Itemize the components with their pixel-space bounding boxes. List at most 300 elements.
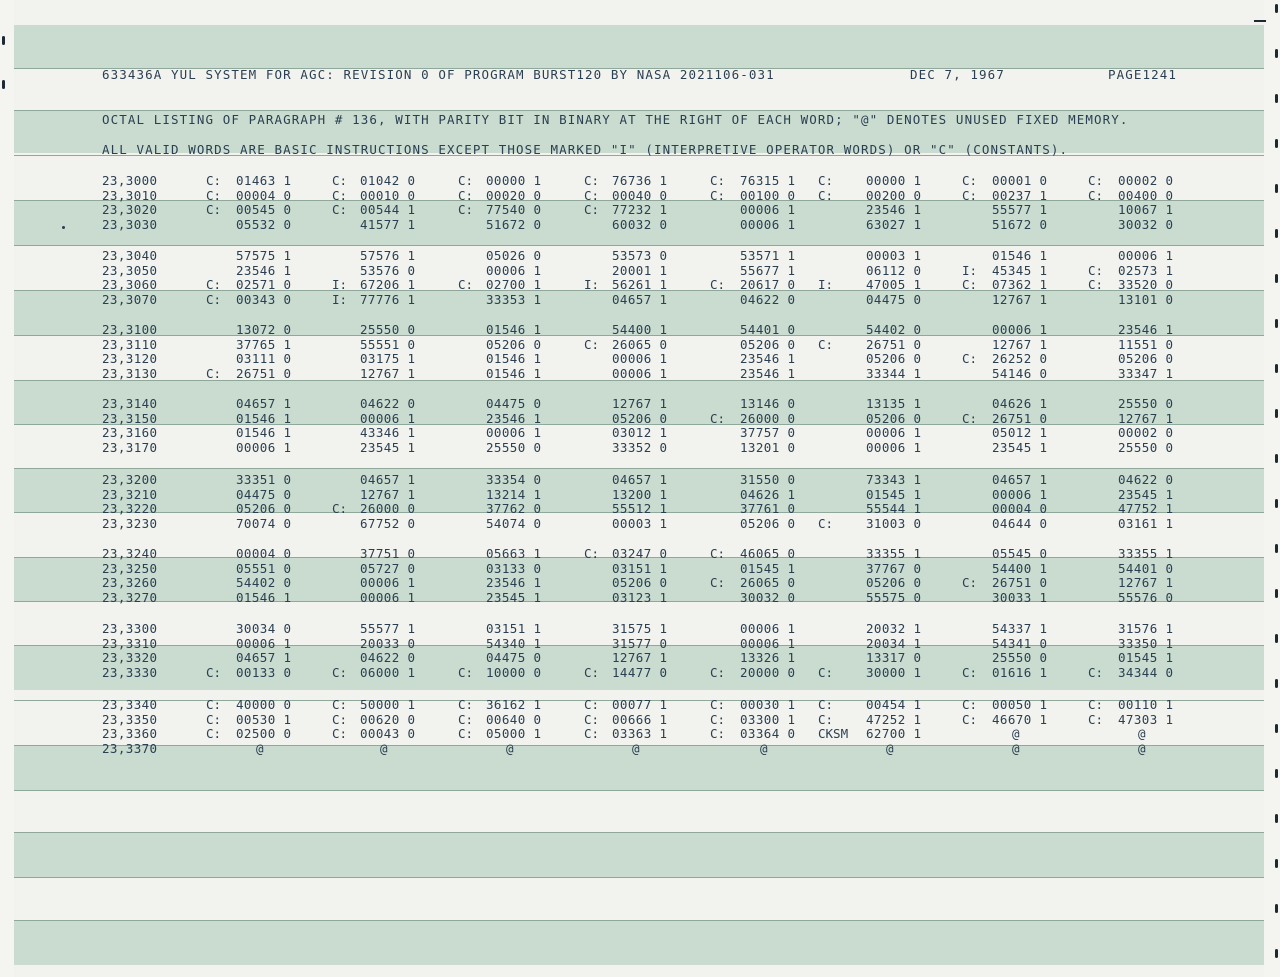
- octal-word: 11551 0: [1118, 336, 1174, 352]
- word-marker: C:: [332, 501, 348, 517]
- address: 23,3240: [102, 546, 158, 561]
- octal-word: 33355 1: [1118, 546, 1174, 561]
- octal-word: 30032 0: [1118, 217, 1174, 233]
- octal-word: 03363 1: [612, 726, 668, 742]
- word-marker: C:: [710, 726, 726, 742]
- word-marker: C:: [962, 187, 978, 203]
- word-marker: C:: [962, 277, 978, 293]
- octal-word: 12767 1: [612, 650, 668, 666]
- octal-word: 12767 1: [360, 366, 416, 382]
- word-marker: C:: [710, 410, 726, 426]
- octal-word: 00004 0: [236, 546, 292, 561]
- octal-word: 05026 0: [486, 248, 542, 263]
- word-marker: C:: [332, 187, 348, 203]
- octal-word: 00620 0: [360, 711, 416, 727]
- octal-word: 23545 1: [992, 440, 1048, 456]
- octal-word: 00006 1: [360, 410, 416, 426]
- word-marker: CKSM: [818, 726, 849, 742]
- octal-word: 00000 1: [486, 173, 542, 188]
- date: DEC 7, 1967: [910, 67, 1005, 82]
- octal-word: 04475 0: [486, 396, 542, 411]
- word-marker: C:: [1088, 277, 1104, 293]
- octal-word: 51672 0: [486, 217, 542, 233]
- listing-row: [0, 621, 1280, 636]
- octal-word: 14477 0: [612, 665, 668, 681]
- address: 23,3060: [102, 277, 158, 293]
- octal-word: 00040 0: [612, 187, 668, 203]
- octal-word: 30032 0: [740, 590, 796, 606]
- tractor-hole: [1275, 94, 1278, 103]
- unused-memory-mark: @: [760, 741, 768, 757]
- rule-line: [14, 790, 1264, 791]
- octal-word: 46065 0: [740, 546, 796, 561]
- word-marker: C:: [458, 277, 474, 293]
- word-marker: C:: [332, 726, 348, 742]
- word-marker: C:: [710, 546, 726, 561]
- octal-word: 03151 1: [486, 621, 542, 636]
- listing-row: [0, 188, 1280, 203]
- unused-memory-mark: @: [1012, 726, 1020, 742]
- octal-word: 01616 1: [992, 665, 1048, 681]
- word-marker: C:: [458, 697, 474, 712]
- word-marker: C:: [584, 336, 600, 352]
- word-marker: C:: [584, 665, 600, 681]
- octal-word: 00100 0: [740, 187, 796, 203]
- tractor-hole: [2, 36, 5, 45]
- word-marker: C:: [206, 366, 222, 382]
- octal-word: 26065 0: [740, 575, 796, 591]
- octal-word: 05206 0: [740, 516, 796, 532]
- octal-word: 00237 1: [992, 187, 1048, 203]
- description-line-2: ALL VALID WORDS ARE BASIC INSTRUCTIONS EXCEPT THOSE MARKED "I" (INTERPRETIVE OPERATOR WORDS) OR "C" (CONSTANTS).: [102, 142, 1069, 157]
- octal-word: 23546 1: [866, 202, 922, 218]
- octal-word: 05206 0: [486, 336, 542, 352]
- octal-word: 05206 0: [1118, 351, 1174, 367]
- octal-word: 12767 1: [1118, 410, 1174, 426]
- address: 23,3030: [102, 217, 158, 233]
- octal-word: 00006 1: [236, 440, 292, 456]
- word-marker: I:: [818, 277, 834, 293]
- octal-word: 37751 0: [360, 546, 416, 561]
- octal-word: 04657 1: [236, 396, 292, 411]
- address: 23,3140: [102, 396, 158, 411]
- address: 23,3250: [102, 560, 158, 576]
- listing-row: [0, 546, 1280, 561]
- octal-word: 23546 1: [486, 575, 542, 591]
- octal-word: 05206 0: [612, 575, 668, 591]
- octal-word: 47005 1: [866, 277, 922, 293]
- rule-line: [14, 245, 1264, 246]
- tractor-hole: [1275, 769, 1278, 778]
- octal-word: 37761 0: [740, 501, 796, 517]
- octal-word: 62700 1: [866, 726, 922, 742]
- octal-word: 00640 0: [486, 711, 542, 727]
- word-marker: C:: [206, 711, 222, 727]
- octal-word: 00200 0: [866, 187, 922, 203]
- word-marker: C:: [206, 665, 222, 681]
- address: 23,3360: [102, 726, 158, 742]
- address: 23,3020: [102, 202, 158, 218]
- octal-word: 67206 1: [360, 277, 416, 293]
- octal-word: 05663 1: [486, 546, 542, 561]
- octal-word: 00004 0: [992, 501, 1048, 517]
- octal-word: 00002 0: [1118, 173, 1174, 188]
- octal-word: 37767 0: [866, 560, 922, 576]
- tractor-hole: [1275, 679, 1278, 688]
- octal-word: 31577 0: [612, 635, 668, 651]
- tractor-hole: [2, 80, 5, 89]
- word-marker: C:: [1088, 187, 1104, 203]
- address: 23,3320: [102, 650, 158, 666]
- address: 23,3370: [102, 741, 158, 757]
- octal-word: 00110 1: [1118, 697, 1174, 712]
- octal-word: 02700 1: [486, 277, 542, 293]
- octal-word: 53573 0: [612, 248, 668, 263]
- octal-word: 31003 0: [866, 516, 922, 532]
- octal-word: 47252 1: [866, 711, 922, 727]
- octal-word: 57575 1: [236, 248, 292, 263]
- octal-word: 02571 0: [236, 277, 292, 293]
- word-marker: C:: [1088, 711, 1104, 727]
- address: 23,3340: [102, 697, 158, 712]
- word-marker: C:: [584, 202, 600, 218]
- octal-word: 05206 0: [236, 501, 292, 517]
- octal-word: 03133 0: [486, 560, 542, 576]
- address: 23,3230: [102, 516, 158, 532]
- word-marker: C:: [710, 665, 726, 681]
- octal-word: 63027 1: [866, 217, 922, 233]
- octal-word: 05206 0: [740, 336, 796, 352]
- octal-word: 03151 1: [612, 560, 668, 576]
- octal-word: 12767 1: [360, 486, 416, 502]
- octal-word: 00006 1: [486, 262, 542, 278]
- unused-memory-mark: @: [506, 741, 514, 757]
- word-marker: C:: [332, 173, 348, 188]
- octal-word: 00003 1: [866, 248, 922, 263]
- octal-word: 00030 1: [740, 697, 796, 712]
- octal-word: 04622 0: [360, 396, 416, 411]
- unused-memory-mark: @: [1012, 741, 1020, 757]
- address: 23,3110: [102, 336, 158, 352]
- word-marker: C:: [1088, 665, 1104, 681]
- octal-word: 20034 1: [866, 635, 922, 651]
- octal-word: 06112 0: [866, 262, 922, 278]
- octal-word: 05727 0: [360, 560, 416, 576]
- octal-word: 36162 1: [486, 697, 542, 712]
- octal-word: 23546 1: [486, 410, 542, 426]
- octal-word: 04644 0: [992, 516, 1048, 532]
- octal-word: 31576 1: [1118, 621, 1174, 636]
- octal-word: 20001 1: [612, 262, 668, 278]
- listing-row: [0, 411, 1280, 426]
- address: 23,3050: [102, 262, 158, 278]
- octal-word: 02573 1: [1118, 262, 1174, 278]
- tractor-hole: [1275, 139, 1278, 148]
- address: 23,3100: [102, 322, 158, 337]
- listing-row: [0, 351, 1280, 366]
- octal-word: 37762 0: [486, 501, 542, 517]
- octal-word: 25550 0: [992, 650, 1048, 666]
- octal-word: 55544 1: [866, 501, 922, 517]
- octal-word: 04626 1: [992, 396, 1048, 411]
- octal-word: 20000 0: [740, 665, 796, 681]
- word-marker: C:: [584, 173, 600, 188]
- word-marker: C:: [206, 202, 222, 218]
- octal-word: 30000 1: [866, 665, 922, 681]
- word-marker: C:: [818, 336, 834, 352]
- octal-word: 34344 0: [1118, 665, 1174, 681]
- octal-word: 04657 1: [360, 472, 416, 487]
- address: 23,3120: [102, 351, 158, 367]
- address: 23,3170: [102, 440, 158, 456]
- tractor-hole: [1275, 949, 1278, 958]
- octal-word: 33351 0: [236, 472, 292, 487]
- octal-word: 05206 0: [612, 410, 668, 426]
- word-marker: C:: [962, 575, 978, 591]
- word-marker: C:: [1088, 697, 1104, 712]
- octal-word: 00010 0: [360, 187, 416, 203]
- octal-word: 12767 1: [612, 396, 668, 411]
- address: 23,3040: [102, 248, 158, 263]
- address: 23,3130: [102, 366, 158, 382]
- octal-word: 13201 0: [740, 440, 796, 456]
- listing-row: [0, 173, 1280, 188]
- octal-word: 43346 1: [360, 425, 416, 441]
- octal-word: 00002 0: [1118, 425, 1174, 441]
- octal-word: 20032 1: [866, 621, 922, 636]
- octal-word: 26252 0: [992, 351, 1048, 367]
- word-marker: C:: [818, 697, 834, 712]
- octal-word: 00545 0: [236, 202, 292, 218]
- octal-word: 04622 0: [360, 650, 416, 666]
- octal-word: 33352 0: [612, 440, 668, 456]
- address: 23,3260: [102, 575, 158, 591]
- octal-word: 20033 0: [360, 635, 416, 651]
- word-marker: C:: [584, 711, 600, 727]
- word-marker: C:: [710, 697, 726, 712]
- octal-word: 26751 0: [236, 366, 292, 382]
- corner-mark: [1254, 20, 1266, 22]
- listing-row: [0, 697, 1280, 712]
- address: 23,3220: [102, 501, 158, 517]
- octal-word: 47752 1: [1118, 501, 1174, 517]
- octal-word: 00006 1: [866, 425, 922, 441]
- octal-word: 00006 1: [740, 621, 796, 636]
- address: 23,3150: [102, 410, 158, 426]
- octal-word: 23546 1: [740, 351, 796, 367]
- word-marker: C:: [710, 277, 726, 293]
- octal-word: 12767 1: [992, 292, 1048, 308]
- octal-word: 03111 0: [236, 351, 292, 367]
- word-marker: C:: [710, 711, 726, 727]
- word-marker: C:: [818, 516, 834, 532]
- word-marker: C:: [332, 202, 348, 218]
- octal-word: 04657 1: [992, 472, 1048, 487]
- octal-word: 12767 1: [992, 336, 1048, 352]
- octal-word: 04626 1: [740, 486, 796, 502]
- octal-word: 53571 1: [740, 248, 796, 263]
- octal-word: 05545 0: [992, 546, 1048, 561]
- octal-word: 13214 1: [486, 486, 542, 502]
- listing-row: [0, 741, 1280, 756]
- word-marker: C:: [458, 202, 474, 218]
- octal-word: 23546 1: [1118, 322, 1174, 337]
- octal-word: 60032 0: [612, 217, 668, 233]
- rule-line: [14, 877, 1264, 878]
- octal-word: 04475 0: [866, 292, 922, 308]
- octal-word: 01463 1: [236, 173, 292, 188]
- address: 23,3200: [102, 472, 158, 487]
- tractor-hole: [1275, 814, 1278, 823]
- octal-word: 31550 0: [740, 472, 796, 487]
- word-marker: C:: [458, 187, 474, 203]
- octal-word: 26000 0: [740, 410, 796, 426]
- octal-word: 26751 0: [992, 410, 1048, 426]
- listing-row: [0, 575, 1280, 590]
- octal-word: 00006 1: [740, 202, 796, 218]
- octal-word: 76736 1: [612, 173, 668, 188]
- word-marker: C:: [458, 711, 474, 727]
- octal-word: 03123 1: [612, 590, 668, 606]
- octal-word: 13135 1: [866, 396, 922, 411]
- octal-word: 23545 1: [360, 440, 416, 456]
- octal-word: 77232 1: [612, 202, 668, 218]
- word-marker: C:: [206, 187, 222, 203]
- word-marker: C:: [584, 187, 600, 203]
- listing-row: [0, 561, 1280, 576]
- octal-word: 01546 1: [992, 248, 1048, 263]
- page-number: PAGE1241: [1108, 67, 1178, 82]
- octal-word: 00043 0: [360, 726, 416, 742]
- word-marker: I:: [962, 262, 978, 278]
- octal-word: 55512 1: [612, 501, 668, 517]
- octal-word: 10000 0: [486, 665, 542, 681]
- octal-word: 54340 1: [486, 635, 542, 651]
- octal-word: 04622 0: [740, 292, 796, 308]
- octal-word: 04475 0: [236, 486, 292, 502]
- word-marker: C:: [710, 173, 726, 188]
- octal-word: 30034 0: [236, 621, 292, 636]
- word-marker: I:: [332, 277, 348, 293]
- octal-word: 00666 1: [612, 711, 668, 727]
- word-marker: C:: [710, 187, 726, 203]
- octal-word: 05000 1: [486, 726, 542, 742]
- address: 23,3350: [102, 711, 158, 727]
- title-line: 633436A YUL SYSTEM FOR AGC: REVISION 0 OF PROGRAM BURST120 BY NASA 2021106-031: [102, 67, 775, 82]
- octal-word: 54401 0: [1118, 560, 1174, 576]
- unused-memory-mark: @: [886, 741, 894, 757]
- octal-word: 04657 1: [612, 292, 668, 308]
- octal-word: 54401 0: [740, 322, 796, 337]
- listing-row: [0, 472, 1280, 487]
- octal-word: 45345 1: [992, 262, 1048, 278]
- octal-word: 76315 1: [740, 173, 796, 188]
- octal-word: 03012 1: [612, 425, 668, 441]
- word-marker: C:: [332, 665, 348, 681]
- word-marker: C:: [962, 665, 978, 681]
- octal-word: 23546 1: [236, 262, 292, 278]
- listing-row: [0, 202, 1280, 217]
- word-marker: C:: [458, 726, 474, 742]
- octal-word: 23546 1: [740, 366, 796, 382]
- listing-row: [0, 396, 1280, 411]
- octal-word: 54402 0: [236, 575, 292, 591]
- octal-word: 26751 0: [992, 575, 1048, 591]
- octal-word: 00003 1: [612, 516, 668, 532]
- unused-memory-mark: @: [380, 741, 388, 757]
- word-marker: C:: [206, 277, 222, 293]
- octal-word: 33353 1: [486, 292, 542, 308]
- word-marker: C:: [962, 173, 978, 188]
- tractor-hole: [1275, 859, 1278, 868]
- octal-word: 01546 1: [486, 351, 542, 367]
- listing-row: [0, 277, 1280, 292]
- listing-row: [0, 292, 1280, 307]
- octal-word: 03161 1: [1118, 516, 1174, 532]
- octal-word: 55577 1: [360, 621, 416, 636]
- octal-word: 03364 0: [740, 726, 796, 742]
- octal-word: 07362 1: [992, 277, 1048, 293]
- octal-word: 54400 1: [992, 560, 1048, 576]
- octal-word: 00006 1: [486, 425, 542, 441]
- address: 23,3000: [102, 173, 158, 188]
- octal-word: 00400 0: [1118, 187, 1174, 203]
- octal-word: 25550 0: [360, 322, 416, 337]
- octal-word: 13326 1: [740, 650, 796, 666]
- octal-word: 00006 1: [1118, 248, 1174, 263]
- octal-word: 41577 1: [360, 217, 416, 233]
- octal-word: 00004 0: [236, 187, 292, 203]
- green-bar: [14, 25, 1264, 68]
- tractor-hole: [1275, 4, 1278, 13]
- listing-row: [0, 337, 1280, 352]
- octal-word: 55577 1: [992, 202, 1048, 218]
- octal-word: 00020 0: [486, 187, 542, 203]
- octal-word: 77776 1: [360, 292, 416, 308]
- octal-word: 00001 0: [992, 173, 1048, 188]
- address: 23,3310: [102, 635, 158, 651]
- octal-word: 05206 0: [866, 410, 922, 426]
- octal-word: 54400 1: [612, 322, 668, 337]
- unused-memory-mark: @: [1138, 741, 1146, 757]
- octal-word: 01546 1: [236, 410, 292, 426]
- octal-word: 73343 1: [866, 472, 922, 487]
- octal-word: 47303 1: [1118, 711, 1174, 727]
- octal-word: 00530 1: [236, 711, 292, 727]
- listing-row: [0, 322, 1280, 337]
- octal-word: 06000 1: [360, 665, 416, 681]
- octal-word: 40000 0: [236, 697, 292, 712]
- octal-word: 13200 1: [612, 486, 668, 502]
- octal-word: 04657 1: [612, 472, 668, 487]
- word-marker: C:: [332, 697, 348, 712]
- word-marker: C:: [818, 665, 834, 681]
- listing-row: [0, 217, 1280, 232]
- listing-row: [0, 650, 1280, 665]
- octal-word: 13101 0: [1118, 292, 1174, 308]
- octal-word: 05012 1: [992, 425, 1048, 441]
- octal-word: 54402 0: [866, 322, 922, 337]
- octal-word: 37765 1: [236, 336, 292, 352]
- octal-word: 04622 0: [1118, 472, 1174, 487]
- address: 23,3210: [102, 486, 158, 502]
- rule-line: [14, 832, 1264, 833]
- octal-word: 51672 0: [992, 217, 1048, 233]
- octal-word: 03247 0: [612, 546, 668, 561]
- octal-word: 46670 1: [992, 711, 1048, 727]
- word-marker: C:: [962, 351, 978, 367]
- green-bar: [14, 920, 1264, 965]
